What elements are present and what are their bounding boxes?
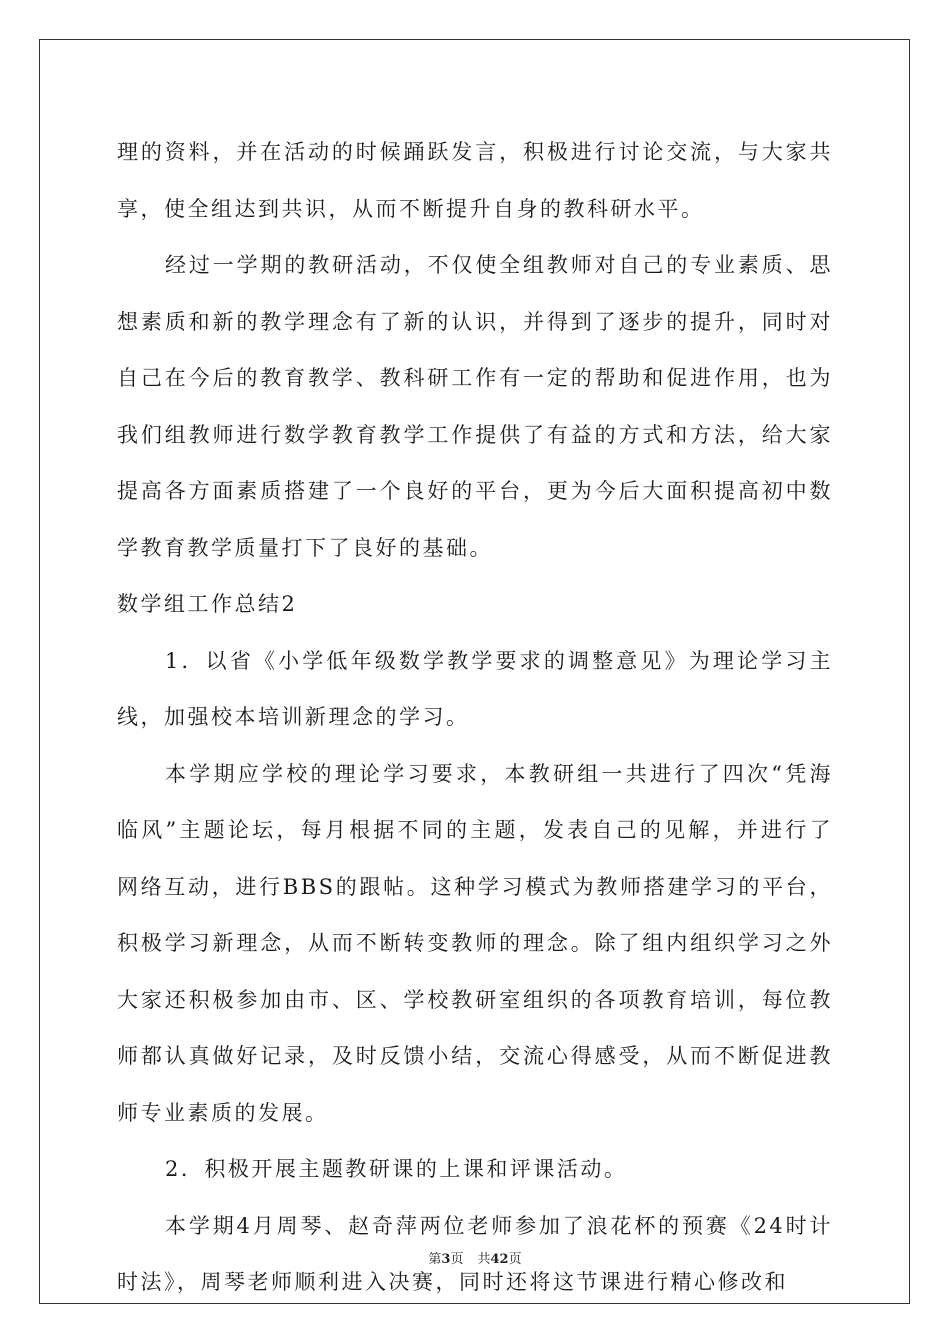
page-prefix: 第 [428,1252,442,1267]
section-heading: 数学组工作总结2 [117,592,298,616]
paragraph-lessons: 本学期4月周琴、赵奇萍两位老师参加了浪花杯的预赛《24时计时法》，周琴老师顺利进入决赛，同时还将这节课进行精心修改和 [117,1213,833,1294]
total-suffix: 页 [508,1252,522,1267]
document-body [117,124,833,1311]
page-footer [0,1248,950,1267]
page-number: 3 [441,1252,451,1267]
page-suffix: 页 [450,1252,464,1267]
page-total: 42 [490,1252,509,1267]
list-item-2: 2．积极开展主题教研课的上课和评课活动。 [165,1157,628,1181]
list-item-1: 1．以省《小学低年级数学教学要求的调整意见》为理论学习主线，加强校本培训新理念的学习。 [117,648,833,729]
paragraph-summary: 经过一学期的教研活动，不仅使全组教师对自己的专业素质、思想素质和新的教学理念有了新的认识，并得到了逐步的提升，同时对自己在今后的教育教学、教科研工作有一定的帮助和促进作用，也为我们组教师进行数学教育教学工作提供了有益的方式和方法，给大家提高各方面素质搭建了一个良好的平台，更为今后大面积提高初中数学教育教学质量打下了良好的基础。 [117,253,833,560]
paragraph-theory-study: 本学期应学校的理论学习要求，本教研组一共进行了四次“凭海临风”主题论坛，每月根据不同的主题，发表自己的见解，并进行了网络互动，进行BBS的跟帖。这种学习模式为教师搭建学习的平台，积极学习新理念，从而不断转变教师的理念。除了组内组织学习之外大家还积极参加由市、区、学校教研室组织的各项教育培训，每位教师都认真做好记录，及时反馈小结，交流心得感受，从而不断促进教师专业素质的发展。 [117,761,833,1125]
total-prefix: 共 [477,1252,491,1267]
paragraph-continuation: 理的资料，并在活动的时候踊跃发言，积极进行讨论交流，与大家共享，使全组达到共识，从而不断提升自身的教科研水平。 [117,140,833,221]
